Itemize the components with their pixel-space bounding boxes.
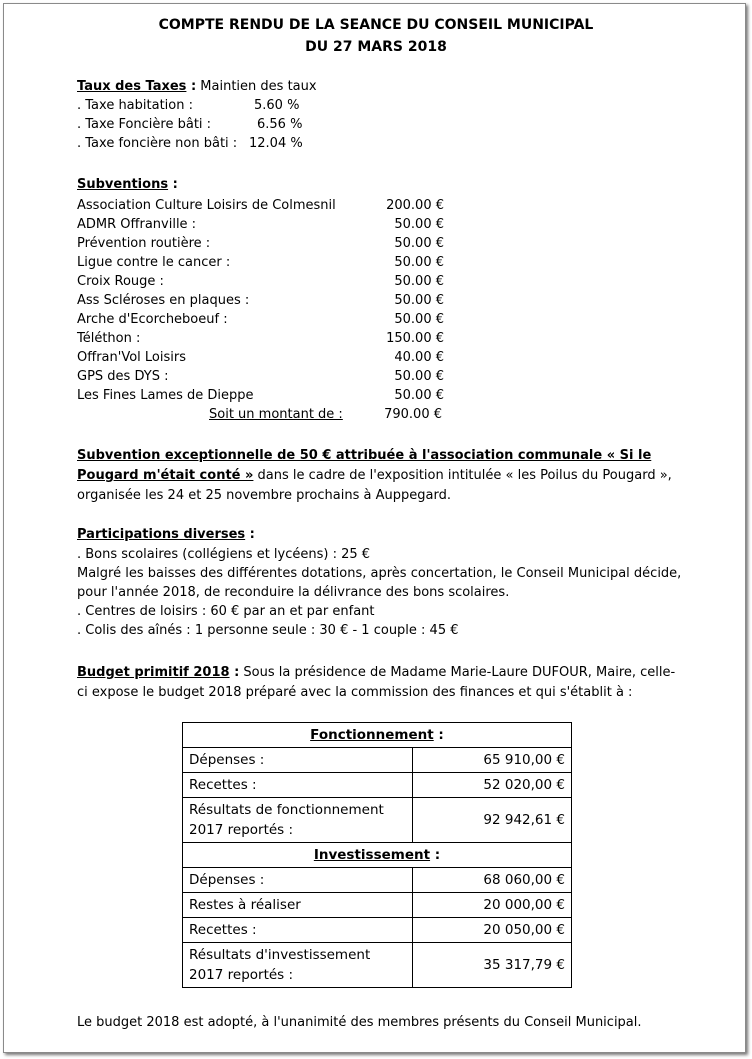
taxes-note: Maintien des taux — [200, 79, 317, 94]
participations-line: . Colis des aînés : 1 personne seule : 30 € - 1 couple : 45 € — [77, 623, 459, 638]
subventions-total-label: Soit un montant de : — [209, 407, 343, 422]
row-label — [183, 798, 413, 843]
tax-label: . Taxe foncière non bâti : — [77, 136, 238, 151]
row-label-line1: Résultats d'investissement — [189, 947, 371, 963]
investissement-header — [183, 843, 572, 868]
row-value: 92 942,61 € — [413, 798, 572, 843]
participations-heading-colon: : — [245, 527, 255, 542]
row-value: 20 050,00 € — [413, 918, 572, 943]
exceptionnelle-line3: organisée les 24 et 25 novembre prochains à Auppegard. — [77, 488, 451, 503]
table-row — [183, 893, 572, 918]
investissement-header-row — [183, 843, 572, 868]
subventions-heading-colon: : — [168, 177, 178, 192]
exceptionnelle-bold-line2: Pougard m'était conté » — [77, 468, 254, 483]
table-row — [183, 918, 572, 943]
table-row — [183, 868, 572, 893]
row-value: 65 910,00 € — [413, 748, 572, 773]
row-label: Recettes : — [183, 918, 413, 943]
participations-line: . Bons scolaires (collégiens et lycéens) : 25 € — [77, 547, 371, 562]
fonctionnement-heading: Fonctionnement — [310, 727, 434, 743]
document-title-line1: COMPTE RENDU DE LA SEANCE DU CONSEIL MUNICIPAL — [158, 17, 594, 33]
subvention-label: Croix Rouge : — [77, 274, 164, 289]
fonctionnement-heading-colon: : — [433, 727, 444, 743]
participations-heading: Participations diverses — [77, 527, 246, 542]
row-label: Dépenses : — [183, 748, 413, 773]
row-value: 52 020,00 € — [413, 773, 572, 798]
document-title-line2: DU 27 MARS 2018 — [305, 39, 447, 55]
subvention-value: 50.00 € — [394, 369, 444, 384]
subvention-value: 40.00 € — [394, 350, 444, 365]
subvention-label: ADMR Offranville : — [77, 217, 197, 232]
fonctionnement-header — [183, 723, 572, 748]
subventions-heading: Subventions — [77, 177, 169, 192]
subvention-label: Ass Scléroses en plaques : — [77, 293, 250, 308]
investissement-heading-colon: : — [430, 847, 441, 863]
taxes-heading-line — [77, 78, 317, 96]
participations-heading-line — [77, 526, 255, 544]
tax-value: 6.56 % — [257, 117, 303, 132]
row-value: 68 060,00 € — [413, 868, 572, 893]
tax-label: . Taxe Foncière bâti : — [77, 117, 212, 132]
taxes-heading: Taux des Taxes — [77, 79, 187, 94]
row-label-line2: 2017 reportés : — [189, 967, 294, 983]
conclusion-text: Le budget 2018 est adopté, à l'unanimité des membres présents du Conseil Municipal. — [77, 1015, 642, 1030]
budget-line1 — [77, 664, 675, 682]
tax-value: 12.04 % — [249, 136, 303, 151]
subvention-label: Téléthon : — [77, 331, 141, 346]
subvention-value: 50.00 € — [394, 293, 444, 308]
subvention-value: 200.00 € — [386, 198, 444, 213]
tax-label: . Taxe habitation : — [77, 98, 193, 113]
subvention-value: 50.00 € — [394, 217, 444, 232]
subvention-label: GPS des DYS : — [77, 369, 169, 384]
row-label: Dépenses : — [183, 868, 413, 893]
subvention-label: Association Culture Loisirs de Colmesnil — [77, 198, 336, 213]
subvention-value: 50.00 € — [394, 255, 444, 270]
participations-line: . Centres de loisirs : 60 € par an et par enfant — [77, 604, 375, 619]
subvention-label: Ligue contre le cancer : — [77, 255, 231, 270]
budget-heading: Budget primitif 2018 — [77, 665, 230, 680]
subvention-value: 50.00 € — [394, 312, 444, 327]
budget-line1-rest: Sous la présidence de Madame Marie-Laure DUFOUR, Maire, celle- — [243, 665, 676, 680]
fonctionnement-header-row — [183, 723, 572, 748]
subvention-value: 50.00 € — [394, 236, 444, 251]
subvention-value: 50.00 € — [394, 388, 444, 403]
subvention-label: Arche d'Ecorcheboeuf : — [77, 312, 228, 327]
subvention-value: 50.00 € — [394, 274, 444, 289]
budget-line2: ci expose le budget 2018 préparé avec la commission des finances et qui s'établit à : — [77, 685, 633, 700]
exceptionnelle-rest-line2: dans le cadre de l'exposition intitulée « les Poilus du Pougard », — [253, 468, 672, 483]
table-row — [183, 773, 572, 798]
tax-value: 5.60 % — [254, 98, 300, 113]
table-row — [183, 748, 572, 773]
subvention-value: 150.00 € — [386, 331, 444, 346]
subvention-label: Offran'Vol Loisirs — [77, 350, 186, 365]
row-label-line1: Résultats de fonctionnement — [189, 802, 384, 818]
participations-line: Malgré les baisses des différentes dotations, après concertation, le Conseil Municipal décide, — [77, 566, 682, 581]
row-label: Restes à réaliser — [183, 893, 413, 918]
exceptionnelle-line2 — [77, 467, 672, 485]
table-row — [183, 798, 572, 843]
participations-line: pour l'année 2018, de reconduire la délivrance des bons scolaires. — [77, 585, 510, 600]
table-row — [183, 943, 572, 988]
budget-heading-colon: : — [229, 665, 240, 680]
subventions-total-line — [209, 406, 442, 424]
subventions-heading-line — [77, 176, 178, 194]
subvention-label: Les Fines Lames de Dieppe — [77, 388, 254, 403]
row-value: 20 000,00 € — [413, 893, 572, 918]
subventions-total-value: 790.00 € — [384, 407, 442, 422]
row-label: Recettes : — [183, 773, 413, 798]
investissement-heading: Investissement — [313, 847, 431, 863]
taxes-heading-colon: : — [186, 79, 197, 94]
row-label-line2: 2017 reportés : — [189, 822, 294, 838]
row-value: 35 317,79 € — [413, 943, 572, 988]
subvention-label: Prévention routière : — [77, 236, 211, 251]
row-label — [183, 943, 413, 988]
budget-table — [182, 722, 572, 988]
exceptionnelle-bold-line1: Subvention exceptionnelle de 50 € attribuée à l'association communale « Si le — [77, 448, 652, 463]
